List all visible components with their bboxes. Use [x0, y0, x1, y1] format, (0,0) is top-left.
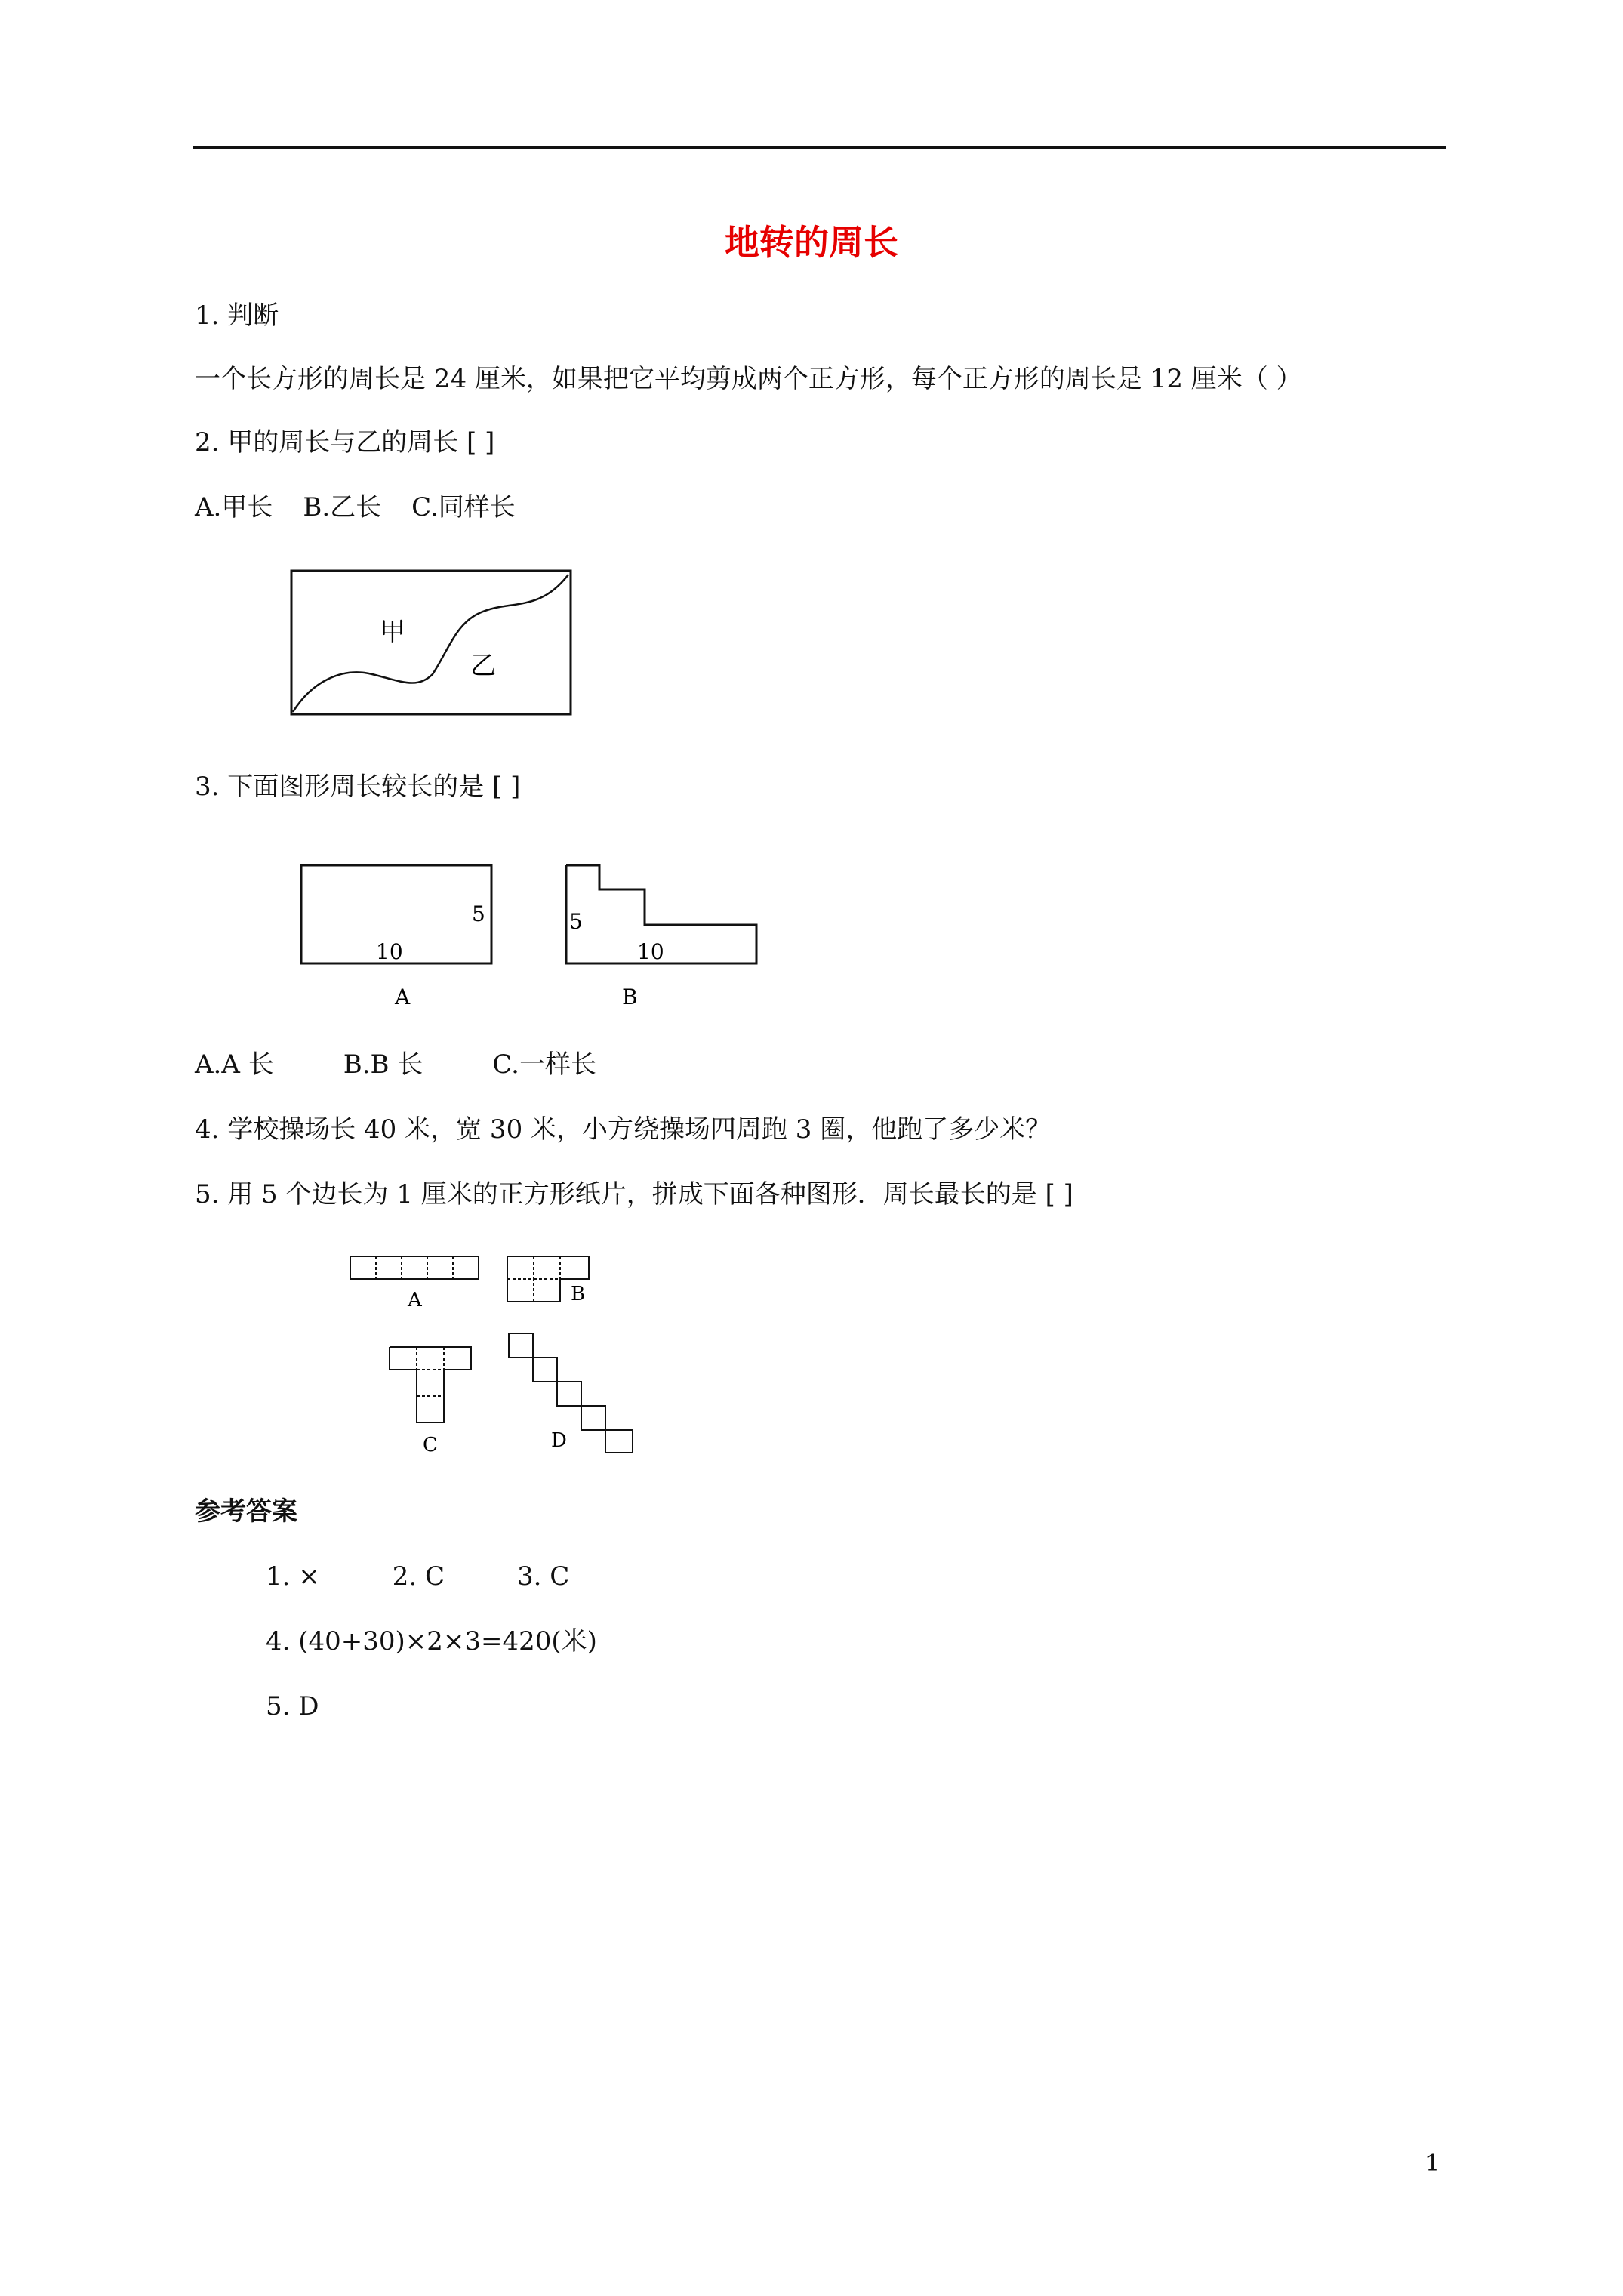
- answer-3: 3. C: [517, 1561, 570, 1592]
- q3-a-height-label: 5: [472, 901, 485, 926]
- q5-figure: [347, 1253, 664, 1465]
- q5-label-a: A: [408, 1289, 422, 1311]
- q2-label-yi: 乙: [470, 651, 496, 681]
- q3-figure-a: [297, 861, 500, 1012]
- q3-option-c: C.一样长: [492, 1049, 596, 1080]
- q5-label-c: C: [423, 1434, 438, 1456]
- q4-text: 4. 学校操场长 40 米，宽 30 米，小方绕操场四周跑 3 圈，他跑了多少米？: [195, 1114, 1052, 1145]
- q1-text: 一个长方形的周长是 24 厘米，如果把它平均剪成两个正方形，每个正方形的周长是 12 厘米（ ）: [195, 364, 1302, 394]
- q3-text: 3. 下面图形周长较长的是 [ ]: [195, 772, 521, 802]
- answer-2: 2. C: [392, 1561, 445, 1592]
- q5-label-b: B: [571, 1283, 586, 1305]
- q5-text: 5. 用 5 个边长为 1 厘米的正方形纸片，拼成下面各种图形．周长最长的是 [ ]: [195, 1179, 1073, 1210]
- q3-b-width-label: 10: [637, 939, 664, 964]
- answer-1: 1. ×: [266, 1561, 320, 1592]
- q2-text: 2. 甲的周长与乙的周长 [ ]: [195, 427, 495, 458]
- q3-option-b: B.B 长: [343, 1049, 423, 1080]
- q2-option-b: B.乙长: [303, 492, 382, 522]
- q3-a-name: A: [395, 985, 411, 1009]
- q3-figure-b: [562, 861, 765, 1012]
- q2-option-a: A.甲长: [195, 492, 273, 522]
- answers-line3: 5. D: [266, 1691, 319, 1721]
- q3-b-height-label: 5: [569, 909, 583, 934]
- q2-options: [195, 492, 516, 522]
- answers-line2: 4. (40+30)×2×3=420(米): [266, 1626, 597, 1657]
- q3-option-a: A.A 长: [195, 1049, 274, 1080]
- q2-divider-curve: [293, 575, 568, 712]
- page-number: 1: [1425, 2150, 1440, 2177]
- answers-heading: 参考答案: [195, 1496, 297, 1527]
- q3-a-width-label: 10: [376, 939, 403, 964]
- q2-figure: [289, 569, 576, 720]
- q3-options: [195, 1049, 596, 1080]
- q3-b-name: B: [622, 985, 638, 1009]
- q2-label-jia: 甲: [380, 617, 405, 647]
- q2-option-c: C.同样长: [411, 492, 516, 522]
- q1-heading: 1. 判断: [195, 300, 279, 331]
- q5-label-d: D: [551, 1429, 567, 1452]
- header-rule: [193, 146, 1446, 149]
- page-title: 地转的周长: [725, 222, 898, 263]
- answers-line1: [266, 1561, 569, 1592]
